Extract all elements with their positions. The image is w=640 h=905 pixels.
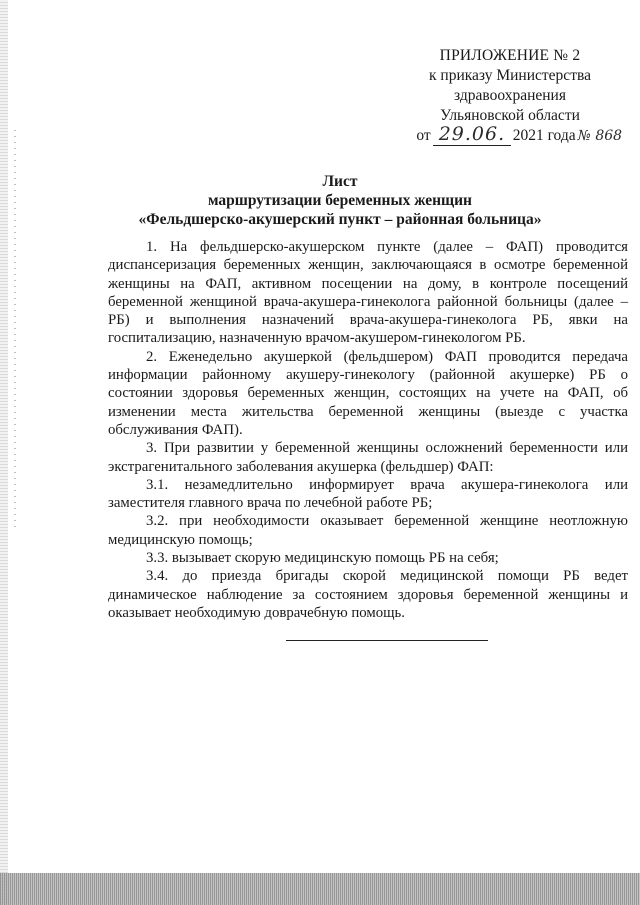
handwritten-date-text: 29.06. — [438, 123, 506, 145]
title-line-1: Лист — [322, 173, 358, 190]
paragraph-3-2: 3.2. при необходимости оказывает беременной женщине неотложную медицинскую помощь; — [108, 513, 628, 548]
year-text: 2021 года — [512, 127, 576, 144]
title-line-2: маршрутизации беременных женщин — [207, 192, 472, 209]
paragraph-2: 2. Еженедельно акушеркой (фельдшером) ФАП проводится передача информации районному акушеру-гинекологу (районной акушерке) РБ о состоянии здоровья беременных женщин, состоящих на учете на ФАП, об изменении места жительства беременной женщины (выезде с участка обслуживания ФАП). — [108, 348, 628, 438]
paragraph-3-4: 3.4. до приезда бригады скорой медицинской помощи РБ ведет динамическое наблюдение за состоянием здоровья беременной женщины и оказывает необходимую доврачебную помощь. — [108, 568, 628, 621]
closing-rule — [286, 640, 488, 641]
paragraph-1: 1. На фельдшерско-акушерском пункте (далее – ФАП) проводится диспансеризация беременных женщин, заключающаяся в осмотре беременной женщины на ФАП, активном посещении на дому, в контроле посещений беременной женщиной врача-акушера-гинеколога районной больницы (далее – РБ) и выполнения назначений врача-акушера-гинеколога РБ, явки на госпитализацию, назначенную врачом-акушером-гинекологом РБ. — [108, 239, 628, 347]
appendix-title: ПРИЛОЖЕНИЕ № 2 — [439, 47, 581, 64]
handwritten-date — [433, 123, 511, 146]
scan-left-edge — [0, 0, 8, 905]
appendix-order-line: к приказу Министерства — [429, 67, 591, 84]
appendix-date-line — [410, 123, 623, 146]
paragraph-3-3: 3.3. вызывает скорую медицинскую помощь РБ на себя; — [146, 550, 499, 567]
appendix-ministry-line: здравоохранения — [454, 87, 566, 104]
handwritten-number-text: № 868 — [577, 128, 623, 144]
paragraph-3: 3. При развитии у беременной женщины осложнений беременности или экстрагенитального заболевания акушерка (фельдшер) ФАП: — [108, 440, 628, 475]
handwritten-number — [577, 128, 623, 146]
title-line-3: «Фельдшерско-акушерский пункт – районная больница» — [138, 211, 542, 228]
appendix-header — [410, 46, 623, 146]
appendix-region-line: Ульяновской области — [440, 107, 580, 124]
paragraph-3-1: 3.1. незамедлительно информирует врача акушера-гинеколога или заместителя главного врача по лечебной работе РБ; — [108, 476, 628, 512]
document-title — [80, 172, 600, 229]
date-prefix: от — [416, 127, 431, 144]
scan-artifact-dots — [14, 130, 16, 530]
document-body — [108, 238, 628, 622]
scan-bottom-edge — [0, 873, 640, 905]
